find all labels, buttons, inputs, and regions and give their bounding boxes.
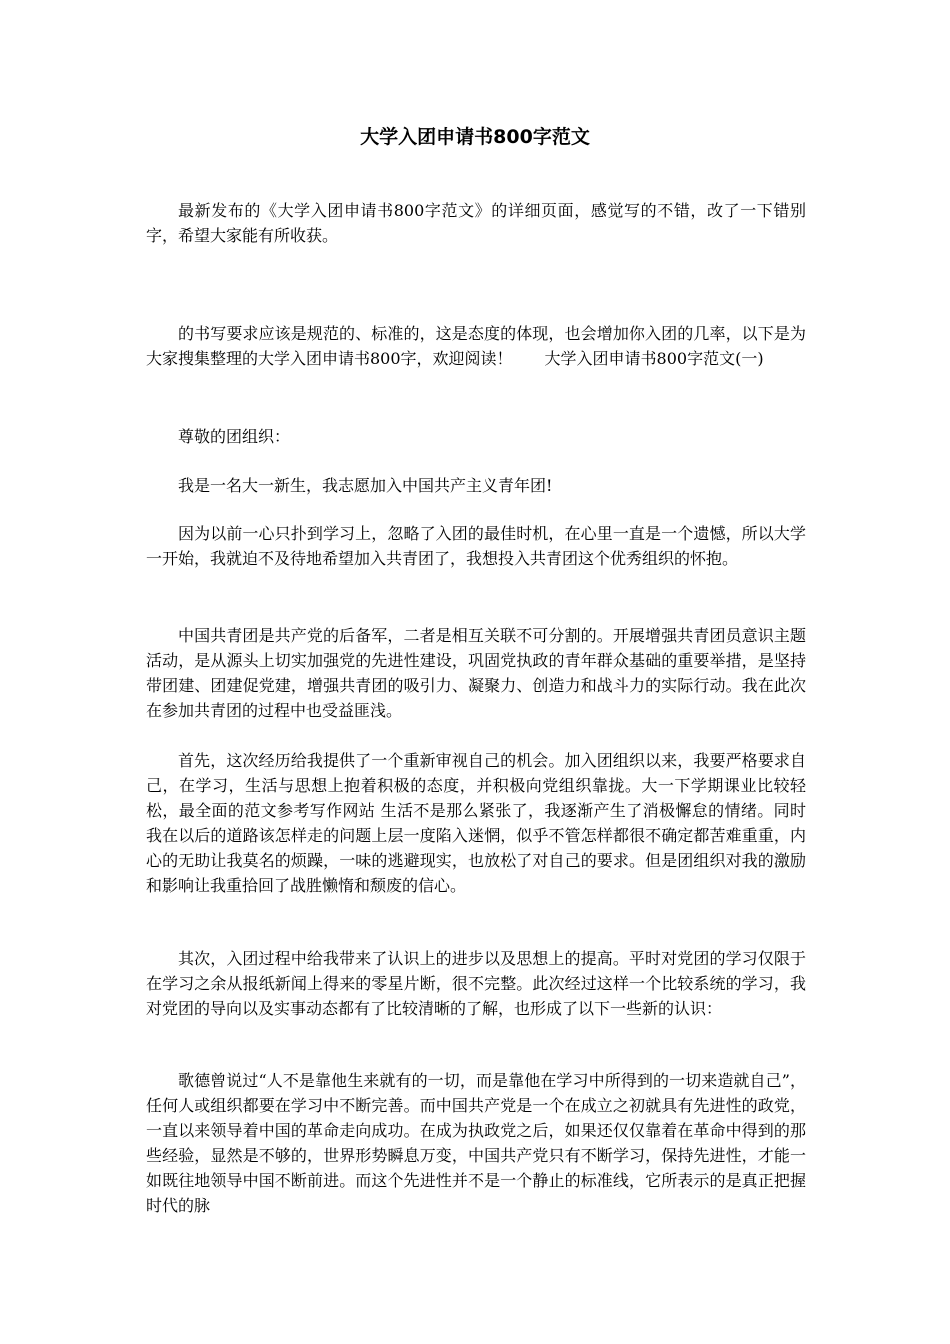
intro-paragraph: 最新发布的《大学入团申请书800字范文》的详细页面，感觉写的不错，改了一下错别字，希望大家能有所收获。 (146, 201, 806, 245)
body-paragraph: 中国共青团是共产党的后备军，二者是相互关联不可分割的。开展增强共青团员意识主题活动，是从源头上切实加强党的先进性建设，巩固党执政的青年群众基础的重要举措，是坚持带团建、团建促党建，增强共青团的吸引力、凝聚力、创造力和战斗力的实际行动。我在此次在参加共青团的过程中也受益匪浅。 (146, 626, 806, 720)
salutation: 尊敬的团组织： (178, 427, 291, 446)
body-paragraph: 歌德曾说过“人不是靠他生来就有的一切，而是靠他在学习中所得到的一切来造就自己”，任何人或组织都要在学习中不断完善。而中国共产党是一个在成立之初就具有先进性的政党，一直以来领导着中国的革命走向成功。在成为执政党之后，如果还仅仅靠着在革命中得到的那些经验，显然是不够的，世界形势瞬息万变，中国共产党只有不断学习，保持先进性，才能一如既往地领导中国不断前进。而这个先进性并不是一个静止的标准线，它所表示的是真正把握时代的脉 (146, 1071, 806, 1215)
body-paragraph: 首先，这次经历给我提供了一个重新审视自己的机会。加入团组织以来，我要严格要求自己，在学习，生活与思想上抱着积极的态度，并积极向党组织靠拢。大一下学期课业比较轻松，最全面的范文参考写作网站 生活不是那么紧张了，我逐渐产生了消极懈怠的情绪。同时我在以后的道路该怎样走的问题上层一度陷入迷惘，似乎不管怎样都很不确定都苦难重重，内心的无助让我莫名的烦躁，一味的逃避现实，也放松了对自己的要求。但是团组织对我的激励和影响让我重拾回了战胜懒惰和颓废的信心。 (146, 751, 806, 895)
body-paragraph: 因为以前一心只扑到学习上，忽略了入团的最佳时机，在心里一直是一个遗憾，所以大学一开始，我就迫不及待地希望加入共青团了，我想投入共青团这个优秀组织的怀抱。 (146, 524, 806, 568)
body-paragraph: 其次，入团过程中给我带来了认识上的进步以及思想上的提高。平时对党团的学习仅限于在学习之余从报纸新闻上得来的零星片断，很不完整。此次经过这样一个比较系统的学习，我对党团的导向以及实事动态都有了比较清晰的了解，也形成了以下一些新的认识： (146, 949, 806, 1018)
body-paragraph: 的书写要求应该是规范的、标准的，这是态度的体现，也会增加你入团的几率，以下是为大家搜集整理的大学入团申请书800字，欢迎阅读！ 大学入团申请书800字范文(一) (146, 324, 806, 368)
body-paragraph: 我是一名大一新生，我志愿加入中国共产主义青年团! (178, 476, 553, 495)
document-title: 大学入团申请书800字范文 (360, 126, 590, 148)
